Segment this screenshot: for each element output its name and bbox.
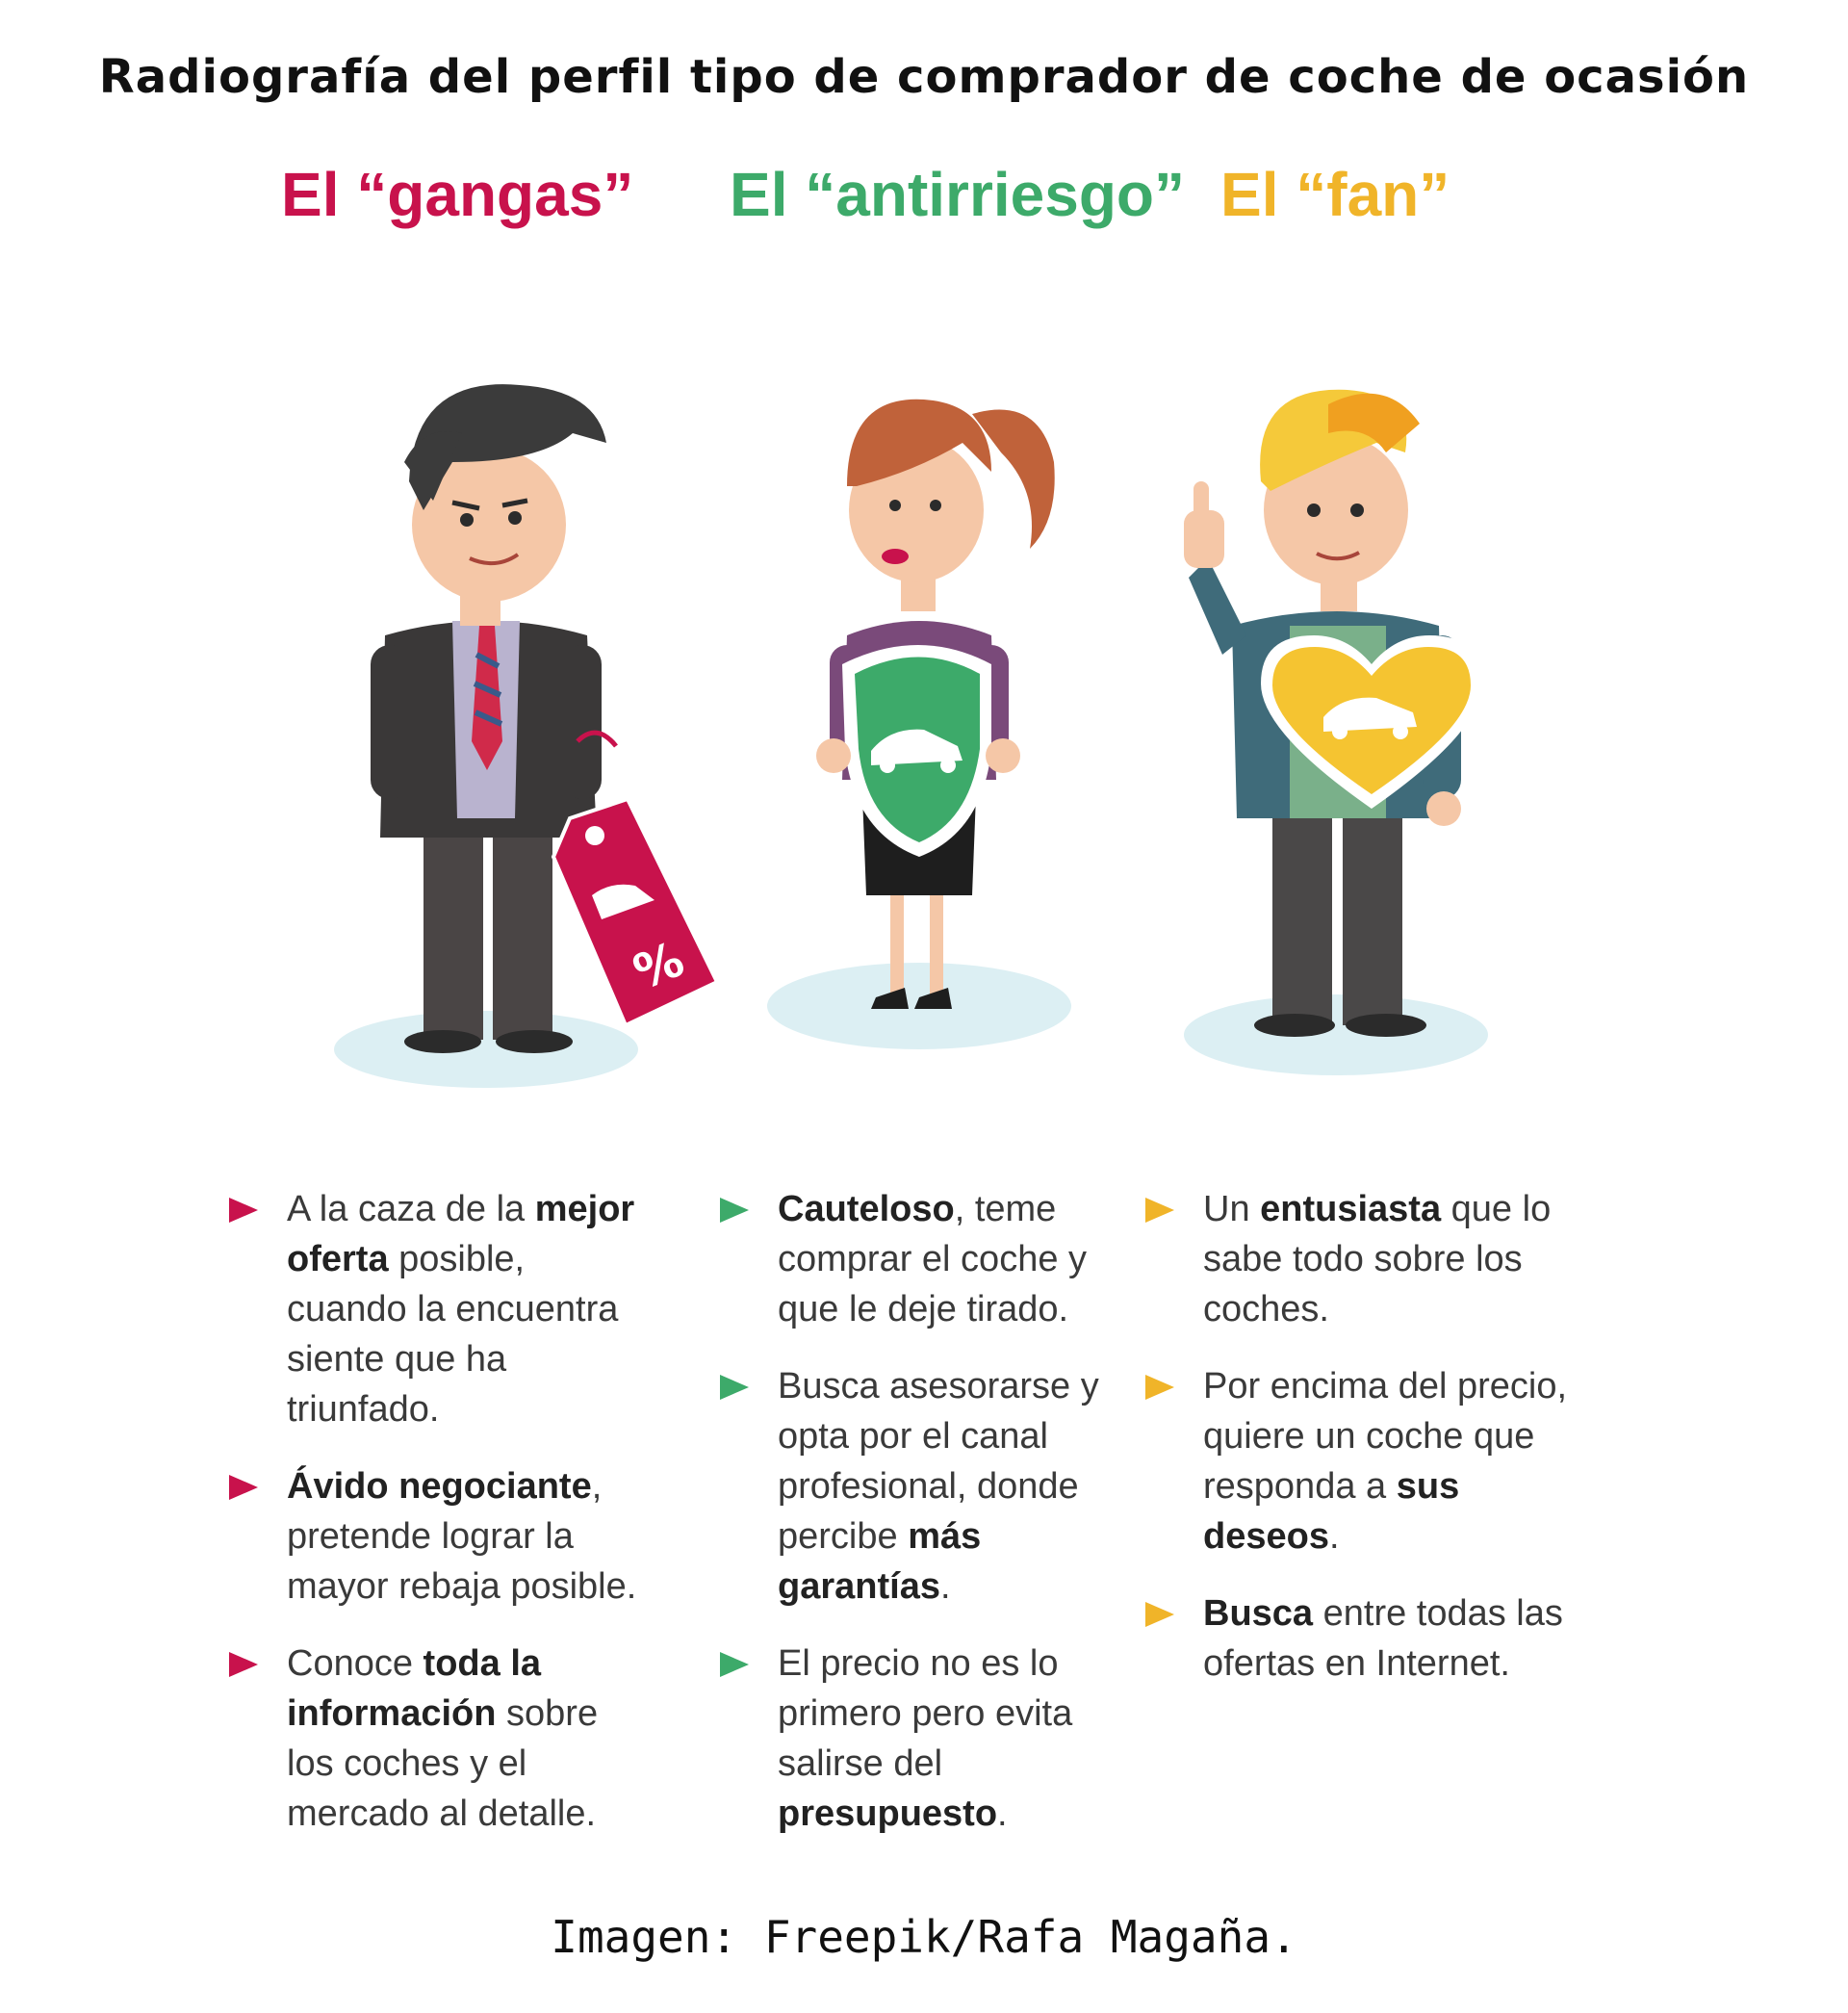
trait-text: entre todas las ofertas en Internet. [1203,1593,1563,1684]
profile-title-fan: El “fan” [1220,160,1450,229]
tag-percent: % [626,931,692,1001]
trait-item [229,1639,653,1839]
trait-text: que lo sabe todo sobre los coches. [1203,1189,1552,1329]
bullet-arrow-icon [1145,1602,1174,1627]
bullet-arrow-icon [720,1198,749,1223]
trait-text: Busca asesorarse y opta por el canal profesional, donde percibe [778,1366,1099,1557]
profile-column-gangas [229,1184,653,1866]
trait-text: A la caza de la [287,1189,535,1229]
profile-column-antirriesgo [720,1184,1143,1866]
profile-title-gangas: El “gangas” [281,160,634,229]
trait-item [229,1184,653,1434]
trait-text-bold: toda la información [287,1643,542,1734]
trait-text: . [1328,1516,1340,1557]
bullet-arrow-icon [229,1652,258,1677]
bargain-hunter-character [334,384,717,1088]
trait-item [720,1361,1143,1612]
trait-text: Un [1203,1189,1261,1229]
trait-text: El precio no es lo primero pero evita salirse del [778,1643,1073,1784]
bullet-arrow-icon [229,1475,258,1500]
trait-text: Por encima del precio, quiere un coche que responda a [1203,1366,1568,1507]
traits-list-gangas [229,1184,653,1839]
trait-text-bold: Cauteloso [778,1189,955,1229]
trait-text-bold: mejor oferta [287,1189,635,1279]
trait-text-bold: entusiasta [1260,1189,1442,1229]
trait-item [720,1639,1143,1839]
trait-item [720,1184,1143,1334]
trait-text: . [997,1794,1008,1834]
traits-list-antirriesgo [720,1184,1143,1839]
trait-text: posible, cuando la encuentra siente que ha triunfado. [287,1239,619,1430]
trait-text-bold: Busca [1203,1593,1314,1634]
image-credit: Imagen: Freepik/Rafa Magaña. [551,1911,1297,1963]
trait-text-bold: Ávido negociante [287,1466,592,1507]
trait-item [1145,1588,1569,1689]
trait-text: Conoce [287,1643,424,1684]
bullet-arrow-icon [720,1652,749,1677]
trait-item [1145,1361,1569,1561]
characters-illustration [0,318,1848,1117]
trait-text-bold: presupuesto [778,1794,998,1834]
fan-character [1184,390,1488,1075]
bullet-arrow-icon [229,1198,258,1223]
profile-column-fan [1145,1184,1569,1716]
bullet-arrow-icon [1145,1375,1174,1400]
profile-title-antirriesgo: El “antirriesgo” [730,160,1185,229]
trait-text: . [939,1566,951,1607]
traits-list-fan [1145,1184,1569,1689]
trait-text: , teme comprar el coche y que le deje tirado. [778,1189,1088,1329]
page-title: Radiografía del perfil tipo de comprador de coche de ocasión [98,50,1750,104]
trait-item [229,1461,653,1612]
trait-text: , pretende lograr la mayor rebaja posible. [287,1466,637,1607]
trait-text-bold: más garantías [778,1516,982,1607]
cautious-character [767,400,1071,1049]
trait-text: sobre los coches y el mercado al detalle. [287,1693,599,1834]
bullet-arrow-icon [720,1375,749,1400]
trait-text-bold: sus deseos [1203,1466,1460,1557]
trait-item [1145,1184,1569,1334]
bullet-arrow-icon [1145,1198,1174,1223]
